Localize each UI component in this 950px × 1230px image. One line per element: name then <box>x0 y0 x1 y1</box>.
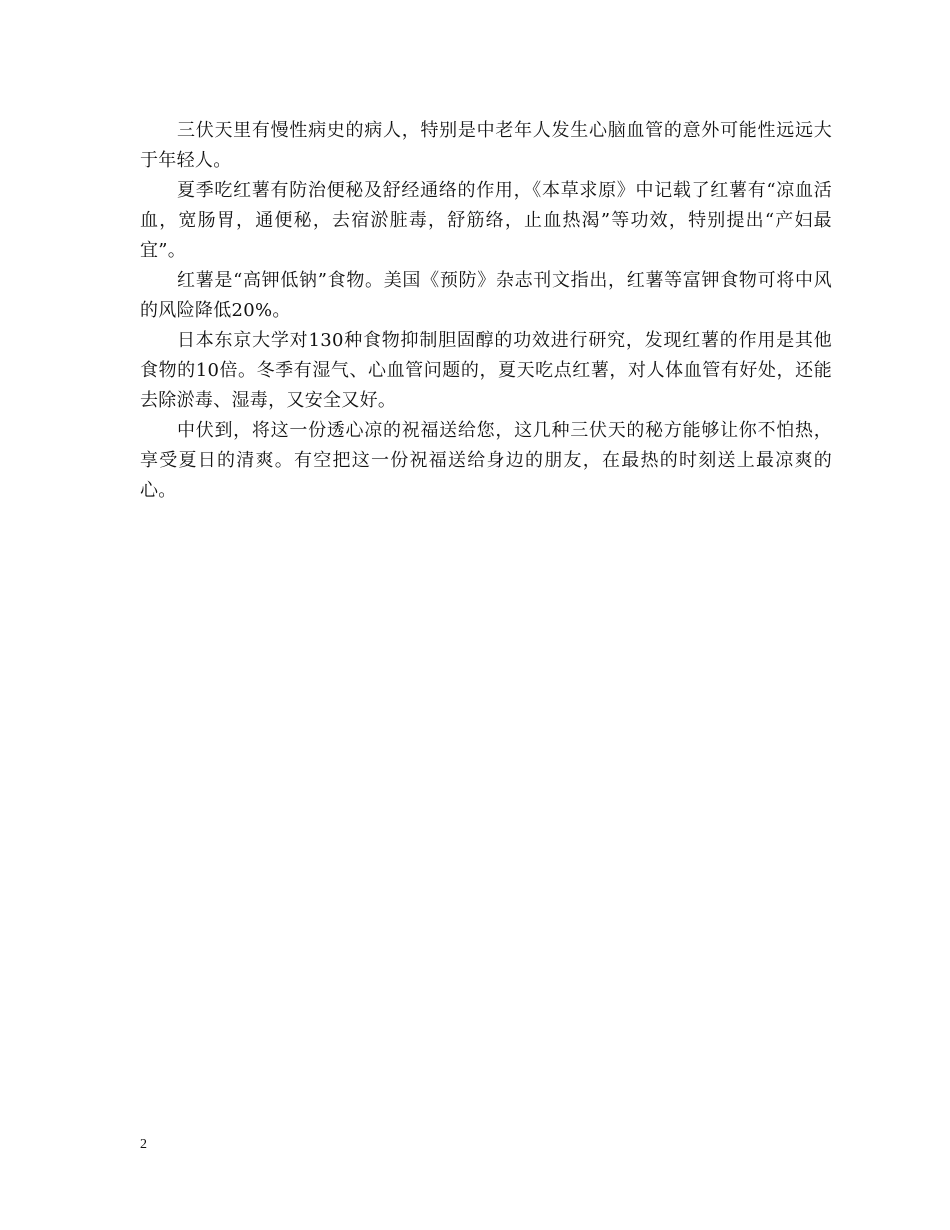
paragraph-blessing: 中伏到，将这一份透心凉的祝福送给您，这几种三伏天的秘方能够让你不怕热，享受夏日的清爽。有空把这一份祝福送给身边的朋友，在最热的时刻送上最凉爽的心。 <box>140 420 832 501</box>
body-text <box>140 116 832 506</box>
paragraph-chronic-illness: 三伏天里有慢性病史的病人，特别是中老年人发生心脑血管的意外可能性远远大于年轻人。 <box>140 120 832 171</box>
paragraph-sweet-potato-benefits: 夏季吃红薯有防治便秘及舒经通络的作用，《本草求原》中记载了红薯有“凉血活血，宽肠胃，通便秘，去宿淤脏毒，舒筋络，止血热渴”等功效，特别提出“产妇最宜”。 <box>140 180 832 261</box>
paragraph-tokyo-study: 日本东京大学对130种食物抑制胆固醇的功效进行研究，发现红薯的作用是其他食物的10倍。冬季有湿气、心血管问题的，夏天吃点红薯，对人体血管有好处，还能去除淤毒、湿毒，又安全又好。 <box>140 330 832 411</box>
paragraph-potassium: 红薯是“高钾低钠”食物。美国《预防》杂志刊文指出，红薯等富钾食物可将中风的风险降低20%。 <box>140 270 832 321</box>
page-number: 2 <box>140 1137 147 1152</box>
